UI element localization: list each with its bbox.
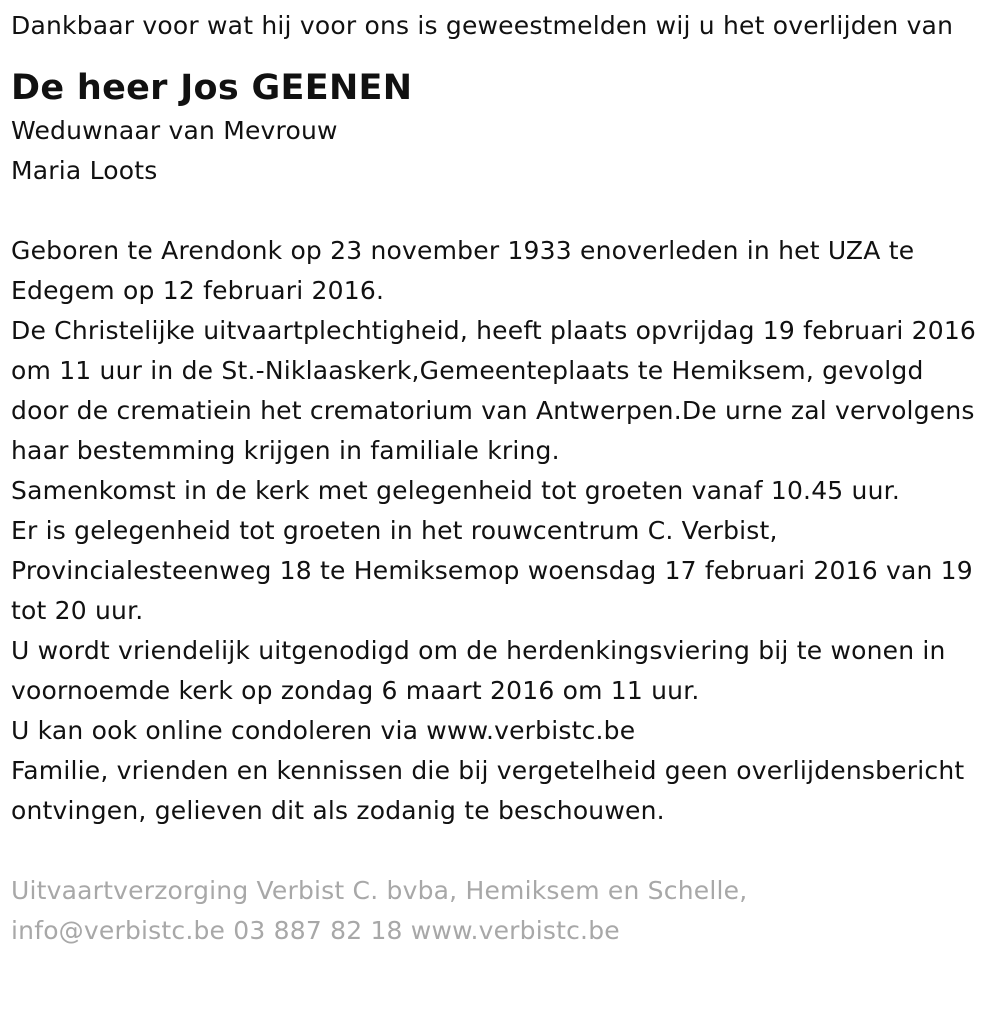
- closing-paragraph: Familie, vrienden en kennissen die bij vergetelheid geen overlijdensbericht ontvingen, gelieven dit als zodanig te beschouwen.: [11, 756, 965, 825]
- notice-body: [11, 231, 981, 831]
- relation-line: Weduwnaar van Mevrouw: [11, 116, 338, 145]
- funeral-home-footer: [11, 871, 981, 951]
- gathering-paragraph: Samenkomst in de kerk met gelegenheid tot groeten vanaf 10.45 uur.: [11, 476, 900, 505]
- footer-contact: info@verbistc.be 03 887 82 18 www.verbistc.be: [11, 916, 620, 945]
- visitation-paragraph: Er is gelegenheid tot groeten in het rouwcentrum C. Verbist, Provincialesteenweg 18 te Hemiksemop woensdag 17 februari 2016 van 19 tot 20 uur.: [11, 516, 973, 625]
- condolence-paragraph: U kan ook online condoleren via www.verbistc.be: [11, 716, 636, 745]
- deceased-name: De heer Jos GEENEN: [11, 68, 413, 108]
- funeral-paragraph: De Christelijke uitvaartplechtigheid, heeft plaats opvrijdag 19 februari 2016 om 11 uur in de St.-Niklaaskerk,Gemeenteplaats te Hemiksem, gevolgd door de crematiein het crematorium van Antwerpen.De urne zal vervolgens haar bestemming krijgen in familiale kring.: [11, 316, 977, 465]
- relation-line: Maria Loots: [11, 156, 158, 185]
- memorial-paragraph: U wordt vriendelijk uitgenodigd om de herdenkingsviering bij te wonen in voornoemde kerk op zondag 6 maart 2016 om 11 uur.: [11, 636, 946, 705]
- footer-line: Uitvaartverzorging Verbist C. bvba, Hemiksem en Schelle,: [11, 876, 748, 905]
- obituary-notice: [11, 6, 981, 951]
- intro-text: Dankbaar voor wat hij voor ons is geweestmelden wij u het overlijden van: [11, 11, 954, 40]
- birth-death-paragraph: Geboren te Arendonk op 23 november 1933 enoverleden in het UZA te Edegem op 12 februari 2016.: [11, 236, 915, 305]
- relation-block: [11, 111, 981, 191]
